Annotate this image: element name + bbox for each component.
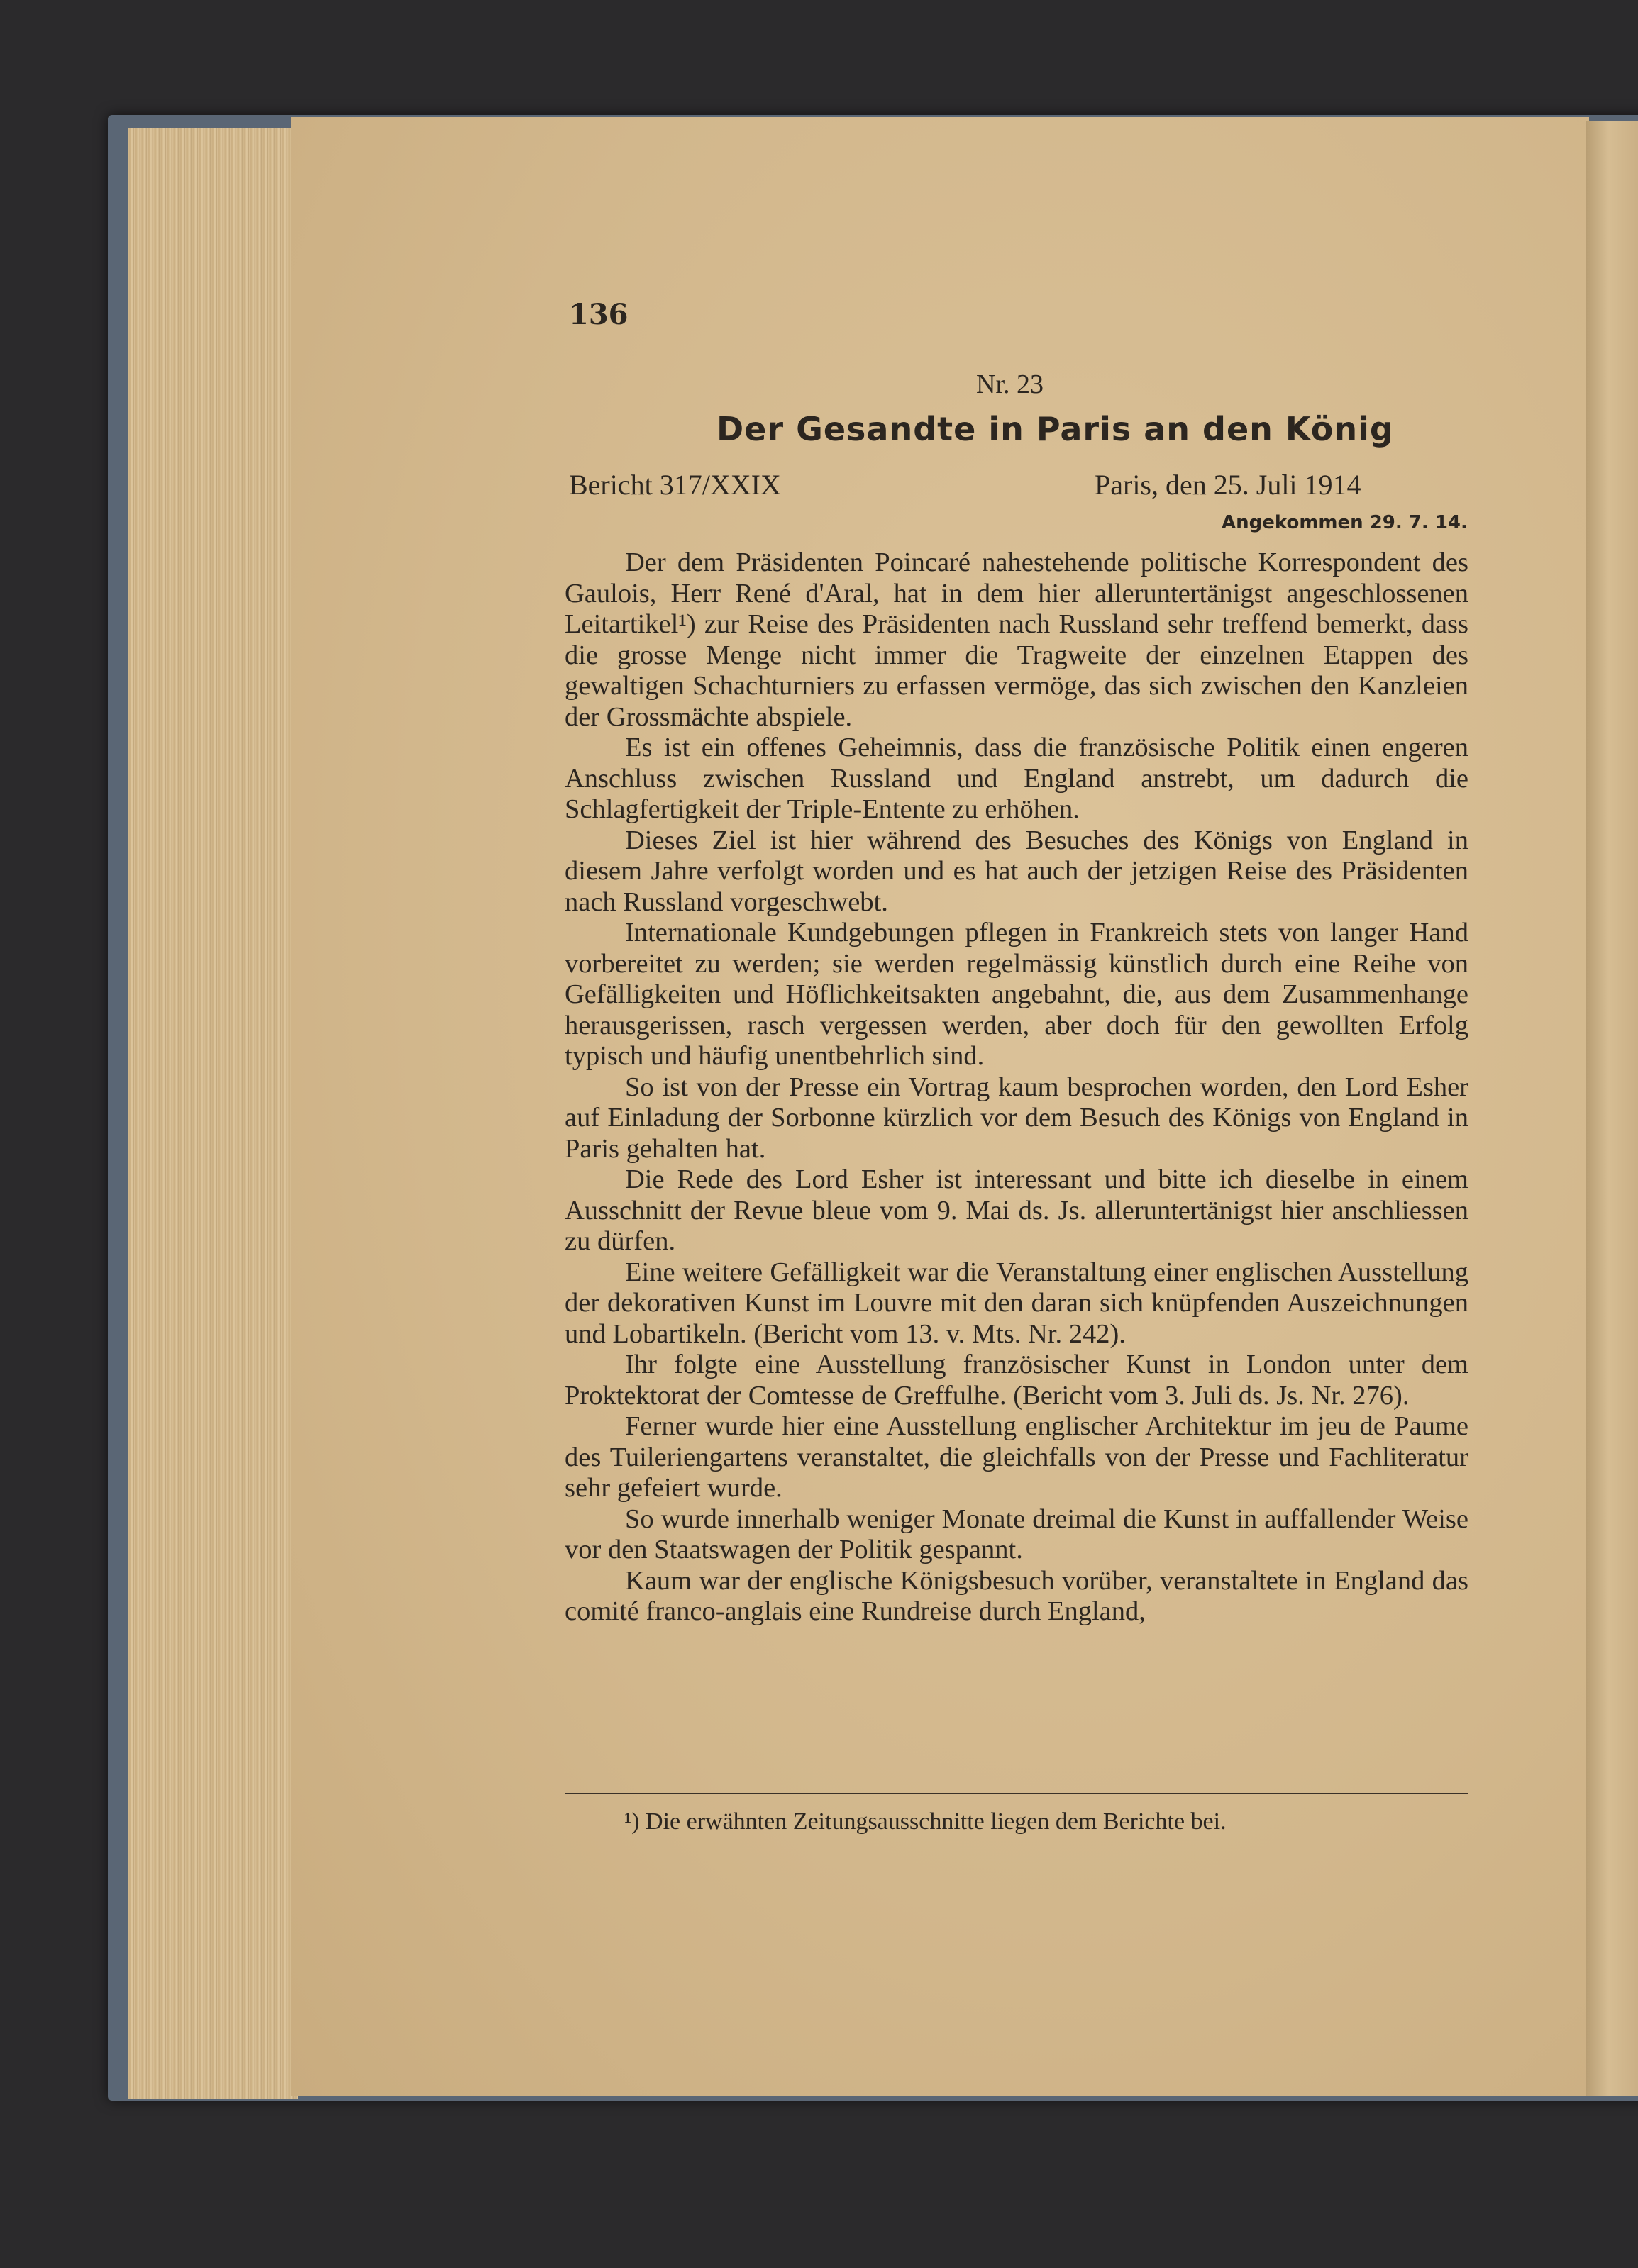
- paragraph: Der dem Präsidenten Poincaré nahestehende politische Korrespondent des Gaulois, Herr René d'Aral, hat in dem hier alleruntertänigst angeschlossenen Leitartikel¹) zur Reise des Präsidenten nach Russland sehr treffend bemerkt, dass die grosse Menge nicht immer die Tragweite der einzelnen Etappen des gewaltigen Schachturniers zu erfassen vermöge, das sich zwischen den Kanzleien der Grossmächte abspiele.: [565, 547, 1468, 732]
- page-stack-edges: [128, 128, 298, 2099]
- paragraph: Dieses Ziel ist hier während des Besuches des Königs von England in diesem Jahre verfolgt worden und es hat auch der jetzigen Reise des Präsidenten nach Russland vorgeschwebt.: [565, 825, 1468, 917]
- paragraph: So wurde innerhalb weniger Monate dreimal die Kunst in auffallender Weise vor den Staatswagen der Politik gespannt.: [565, 1503, 1468, 1564]
- footnote: ¹) Die erwähnten Zeitungsausschnitte liegen dem Berichte bei.: [624, 1808, 1227, 1835]
- page-number: 136: [569, 298, 629, 331]
- body-text: [565, 547, 1468, 1628]
- document-title: Der Gesandte in Paris an den König: [716, 410, 1394, 448]
- paragraph: Die Rede des Lord Esher ist interessant und bitte ich dieselbe in einem Ausschnitt der Revue bleue vom 9. Mai ds. Js. alleruntertänigst hier anschliessen zu dürfen.: [565, 1164, 1468, 1256]
- footnote-divider: [565, 1793, 1468, 1794]
- document-number: Nr. 23: [976, 369, 1044, 399]
- paragraph: So ist von der Presse ein Vortrag kaum besprochen worden, den Lord Esher auf Einladung der Sorbonne kürzlich vor dem Besuch des Königs von England in Paris gehalten hat.: [565, 1072, 1468, 1164]
- report-id: Bericht 317/XXIX: [569, 469, 781, 501]
- paragraph: Kaum war der englische Königsbesuch vorüber, veranstaltete in England das comité franco-anglais eine Rundreise durch England,: [565, 1565, 1468, 1626]
- paragraph: Ferner wurde hier eine Ausstellung englischer Architektur im jeu de Paume des Tuileriengartens veranstaltet, die gleichfalls von der Presse und Fachliteratur sehr gefeiert wurde.: [565, 1411, 1468, 1503]
- paragraph: Internationale Kundgebungen pflegen in Frankreich stets von langer Hand vorbereitet zu werden; sie werden regelmässig künstlich durch eine Reihe von Gefälligkeiten und Höflichkeitsakten angebahnt, die, aus dem Zusammenhange herausgerissen, rasch vergessen werden, aber doch für den gewollten Erfolg typisch und häufig unentbehrlich sind.: [565, 918, 1468, 1071]
- place-date: Paris, den 25. Juli 1914: [1095, 469, 1361, 501]
- paragraph: Eine weitere Gefälligkeit war die Veranstaltung einer englischen Ausstellung der dekorativen Kunst im Louvre mit den daran sich knüpfenden Auszeichnungen und Lobartikeln. (Bericht vom 13. v. Mts. Nr. 242).: [565, 1257, 1468, 1349]
- facing-page-edge: [1586, 121, 1638, 2096]
- received-stamp: Angekommen 29. 7. 14.: [1222, 512, 1468, 533]
- paragraph: Ihr folgte eine Ausstellung französischer Kunst in London unter dem Proktektorat der Comtesse de Greffulhe. (Bericht vom 3. Juli ds. Js. Nr. 276).: [565, 1350, 1468, 1411]
- paragraph: Es ist ein offenes Geheimnis, dass die französische Politik einen engeren Anschluss zwischen Russland und England anstrebt, um dadurch die Schlagfertigkeit der Triple-Entente zu erhöhen.: [565, 733, 1468, 824]
